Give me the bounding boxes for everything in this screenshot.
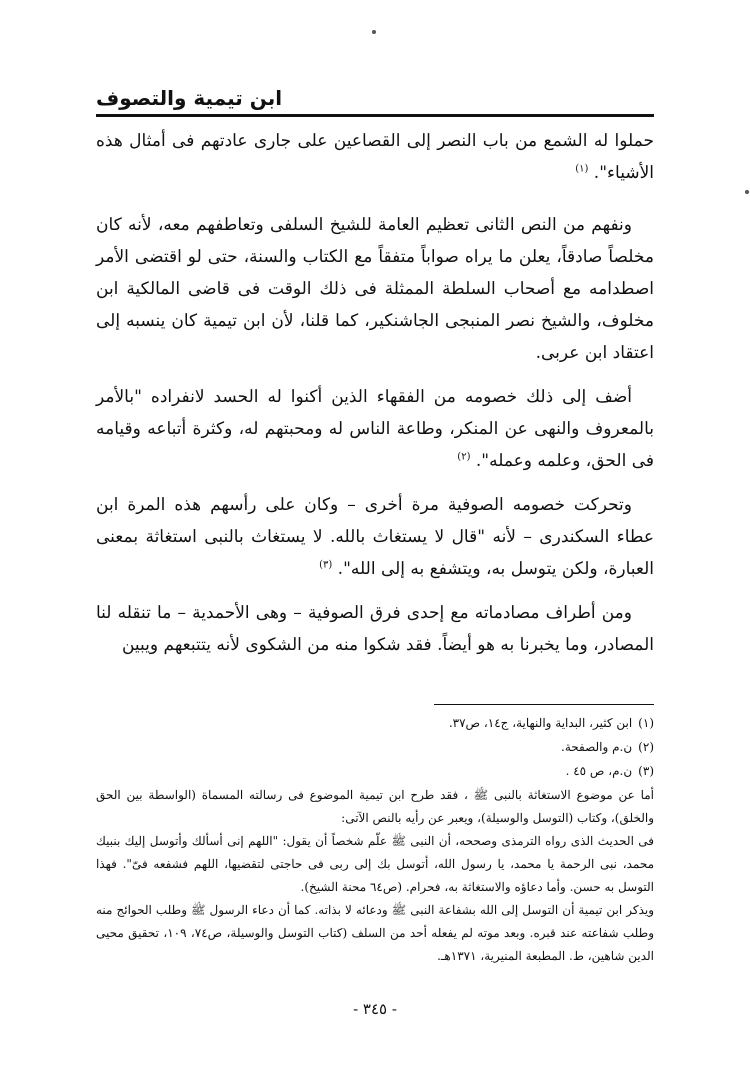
paragraph-2-text: ونفهم من النص الثانى تعظيم العامة للشيخ السلفى وتعاطفهم معه، لأنه كان مخلصاً صادقاً، يعلن ما يراه صواباً متفقاً مع الكتاب والسنة، حتى لو اقتضى الأمر اصطدامه مع أصحاب السلطة الممثلة فى ذلك الوقت فى قاضى المالكية ابن مخلوف، والشيخ نصر المنبجى الجاشنكير، كما قلنا، لأن ابن تيمية كان ينسبه إلى اعتقاد ابن عربى. — [96, 215, 654, 363]
footnote-1-text: ابن كثير، البداية والنهاية، ج١٤، ص٣٧. — [448, 716, 633, 730]
footnote-2-text: ن.م والصفحة. — [561, 740, 633, 754]
paragraph-5 — [96, 597, 654, 661]
main-text — [96, 125, 654, 673]
paragraph-3-text: أضف إلى ذلك خصومه من الفقهاء الذين أكنوا له الحسد لانفراده "بالأمر بالمعروف والنهى عن المنكر، وطاعة الناس له ومحبتهم له، وكثرة أتباعه وقيامه فى الحق، وعلمه وعمله". — [96, 387, 654, 471]
paragraph-1 — [96, 125, 654, 189]
footnote-ref-1[interactable]: (١) — [575, 163, 589, 175]
paragraph-4-text: وتحركت خصومه الصوفية مرة أخرى – وكان على رأسهم هذه المرة ابن عطاء السكندرى – لأنه "قال لا يستغاث بالله. لا يستغاث بالنبى استغاثة بمعنى العبارة، ولكن يتوسل به، ويتشفع به إلى الله". — [96, 495, 654, 579]
paragraph-3 — [96, 381, 654, 477]
footnote-ref-2[interactable]: (٢) — [457, 451, 471, 463]
crop-mark-top — [372, 30, 376, 34]
running-header — [96, 78, 654, 117]
footnote-ref-3[interactable]: (٣) — [319, 559, 333, 571]
footnotes — [96, 712, 654, 968]
footnote-divider — [434, 704, 654, 705]
footnote-2 — [96, 736, 654, 759]
crop-mark-side — [745, 190, 749, 194]
paragraph-5-text: ومن أطراف مصادماته مع إحدى فرق الصوفية – وهى الأحمدية – ما تنقله لنا المصادر، وما يخبرنا به هو أيضاً. فقد شكوا منه من الشكوى لأنه يتتبعهم ويبين — [96, 603, 654, 655]
paragraph-2 — [96, 209, 654, 369]
footnote-3-text: ن.م، ص ٤٥ . — [565, 764, 633, 778]
footnote-2-number: (٢) — [638, 740, 654, 754]
footnote-3-paragraph-c: ويذكر ابن تيمية أن التوسل إلى الله بشفاعة النبى ﷺ ودعائه لا بذاته. كما أن دعاء الرسول ﷺ وطلب الحوائج منه وطلب شفاعته عند قبره. وبعد موته لم يفعله أحد من السلف (كتاب التوسل والوسيلة، ص٧٤، ١٠٩، تحقيق محيى الدين شاهين، ط. المطبعة المنيرية، ١٣٧١هـ. — [96, 903, 654, 963]
footnote-3-paragraph-b: فى الحديث الذى رواه الترمذى وصححه، أن النبى ﷺ علّم شخصاً أن يقول: "اللهم إنى أسألك وأتوسل إليك بنبيك محمد، نبى الرحمة يا محمد، يا رسول الله، أتوسل بك إلى ربى فى حاجتى لتقضيها، اللهم فشفعه فىّ". فهذا التوسل به حسن. وأما دعاؤه والاستغاثة به، فحرام. (ص٦٤ محنة الشيخ). — [96, 834, 654, 894]
footnote-3 — [96, 760, 654, 783]
footnote-3-paragraph-a: أما عن موضوع الاستغاثة بالنبى ﷺ ، فقد طرح ابن تيمية الموضوع فى رسالته المسماة (الواسطة بين الحق والخلق)، وكتاب (التوسل والوسيلة)، ويعبر عن رأيه بالنص الآتى: — [96, 788, 654, 825]
footnote-3-number: (٣) — [638, 764, 654, 778]
paragraph-1-text: حملوا له الشمع من باب النصر إلى القصاعين على جارى عادتهم فى أمثال هذه الأشياء". — [96, 131, 654, 183]
running-title: ابن تيمية والتصوف — [96, 86, 283, 110]
page-number: - ٣٤٥ - — [353, 1000, 397, 1018]
footnote-1-number: (١) — [638, 716, 654, 730]
paragraph-4 — [96, 489, 654, 585]
footnote-1 — [96, 712, 654, 735]
